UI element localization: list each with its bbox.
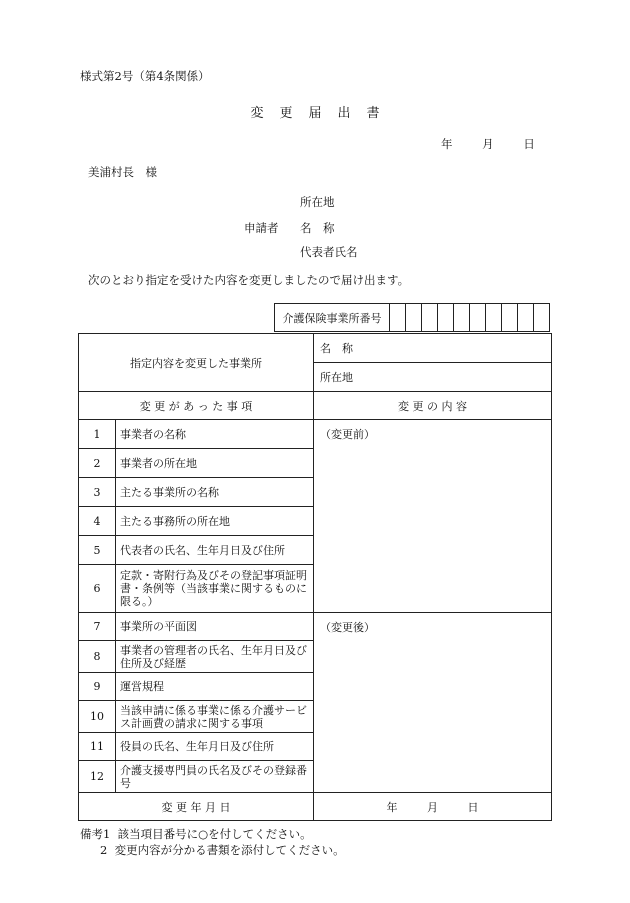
applicant-representative-label: 代表者氏名 [300,245,358,259]
item-text: 事業者の所在地 [116,449,314,478]
business-number-digit[interactable] [534,304,550,332]
title-char: 更 [279,106,293,121]
business-number-digit[interactable] [438,304,454,332]
note-1-text: 該当項目番号に○を付してください。 [117,827,312,841]
change-form-table [78,333,552,821]
change-before-cell[interactable] [314,420,552,613]
title-char: 届 [308,106,322,121]
change-date-label: 変 更 年 月 日 [79,793,314,821]
document-title [0,102,630,121]
applicant-label: 申請者 [244,221,279,235]
office-section-label: 指定内容を変更した事業所 [79,334,314,392]
title-char: 出 [337,106,351,121]
business-number-digit[interactable] [518,304,534,332]
business-number-digit[interactable] [454,304,470,332]
business-number-digit[interactable] [422,304,438,332]
business-number-digit[interactable] [390,304,406,332]
business-number-digit[interactable] [470,304,486,332]
date-day-label: 日 [523,137,535,151]
business-number-digit[interactable] [406,304,422,332]
item-number: 2 [79,449,116,478]
office-address-label: 所在地 [314,363,552,392]
item-text: 運営規程 [116,673,314,701]
item-text: 事業所の平面図 [116,613,314,641]
item-number: 4 [79,507,116,536]
item-text: 代表者の氏名、生年月日及び住所 [116,536,314,565]
office-name-label: 名 称 [314,334,552,363]
item-text: 定款・寄附行為及びその登記事項証明書・条例等（当該事業に関するものに限る。） [116,565,314,613]
applicant-address-label: 所在地 [300,195,335,209]
change-before-label: （変更前） [320,428,375,441]
changed-items-header: 変 更 が あ っ た 事 項 [79,392,314,420]
item-text: 役員の氏名、生年月日及び住所 [116,733,314,761]
item-number: 7 [79,613,116,641]
item-text: 主たる事務所の所在地 [116,507,314,536]
change-date-month: 月 [427,800,438,814]
business-number-label: 介護保険事業所番号 [275,304,390,332]
notes [80,826,345,858]
change-date-field[interactable] [314,793,552,821]
item-number: 9 [79,673,116,701]
item-number: 8 [79,641,116,673]
item-number: 11 [79,733,116,761]
item-text: 当該申請に係る事業に係る介護サービス計画費の請求に関する事項 [116,701,314,733]
change-content-header: 変 更 の 内 容 [314,392,552,420]
item-text: 介護支援専門員の氏名及びその登録番号 [116,761,314,793]
change-date-year: 年 [386,800,398,814]
change-after-cell[interactable] [314,613,552,793]
note-line-1 [80,826,345,842]
change-date-day: 日 [467,800,479,814]
form-number: 様式第2号（第4条関係） [80,69,210,83]
item-text: 事業者の名称 [116,420,314,449]
change-after-label: （変更後） [320,621,375,634]
item-number: 6 [79,565,116,613]
applicant-name-label: 名 称 [300,221,335,235]
note-line-2 [80,842,345,858]
notes-prefix: 備考1 [80,827,111,841]
note-2-text: 変更内容が分かる書類を添付してください。 [114,843,345,857]
title-char: 変 [250,106,264,121]
recipient: 美浦村長 様 [88,165,157,179]
item-number: 10 [79,701,116,733]
item-number: 3 [79,478,116,507]
title-char: 書 [366,106,380,121]
business-number-table [274,303,550,332]
notice-text: 次のとおり指定を受けた内容を変更しましたので届け出ます。 [88,273,410,287]
note-2-number: 2 [100,843,108,857]
item-text: 主たる事業所の名称 [116,478,314,507]
item-number: 1 [79,420,116,449]
date-month-label: 月 [482,137,494,151]
submission-date [441,136,535,152]
item-text: 事業者の管理者の氏名、生年月日及び住所及び経歴 [116,641,314,673]
business-number-digit[interactable] [502,304,518,332]
item-number: 12 [79,761,116,793]
business-number-digit[interactable] [486,304,502,332]
date-year-label: 年 [441,137,453,151]
item-number: 5 [79,536,116,565]
